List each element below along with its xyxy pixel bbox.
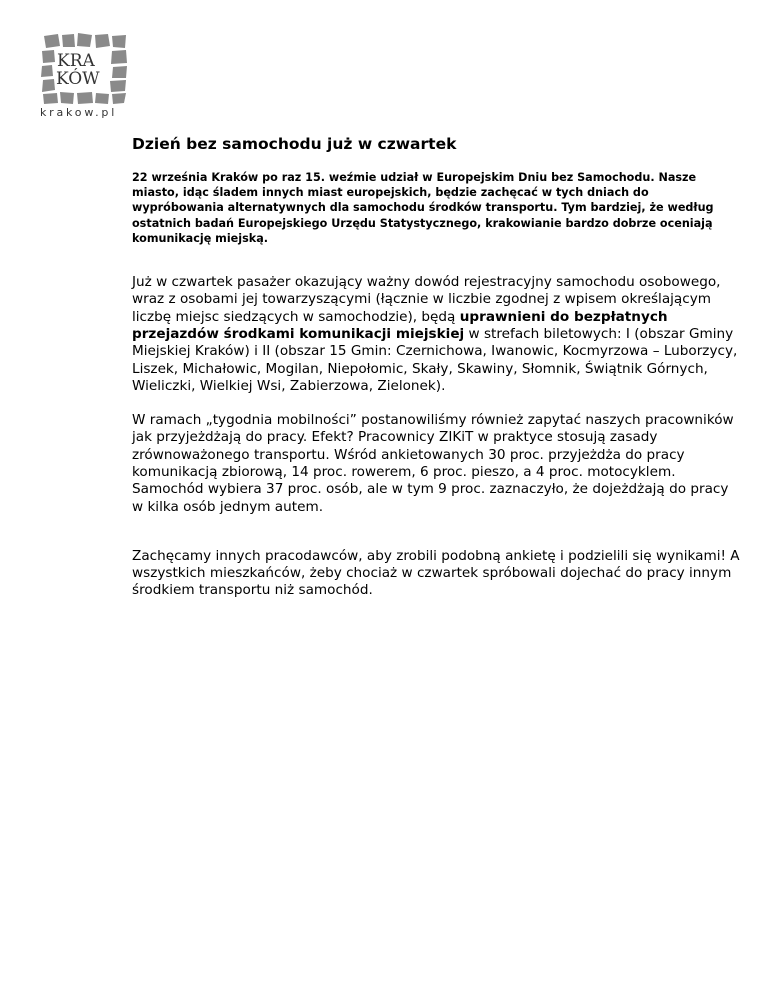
paragraph-1-end: w strefach biletowych: I (obszar Gminy Miejskiej Kraków) i II (obszar 15 Gmin: Czernichowa, Iwanowic, Kocmyrzowa – Luborzycy, Liszek, Michałowic, Mogilan, Niepołomic, Skały, Skawiny, Słomnik, Świątnik Górnych, Wieliczki, Wielkiej Wsi, Zabierzowa, Zielonek). [132,325,738,394]
paragraph-1-start: Już w czwartek pasażer okazujący ważny dowód rejestracyjny samochodu osobowego, wraz z osobami jej towarzyszącymi (łącznie w liczbie zgodnej z wpisem określającym liczbę miejsc siedzących w samochodzie), będą [132,274,721,325]
krakow-logo [40,32,136,122]
logo-caption: krakow.pl [40,106,118,119]
paragraph-1-bold: uprawnieni do bezpłatnych przejazdów środkami komunikacji miejskiej [132,308,668,342]
article-lead: 22 września Kraków po raz 15. weźmie udział w Europejskim Dniu bez Samochodu. Nasze miasto, idąc śladem innych miast europejskich, będzie zachęcać w tych dniach do wypróbowania alternatywnych dla samochodu środków transportu. Tym bardziej, że według ostatnich badań Europejskiego Urzędu Statystycznego, krakowianie bardzo dobrze oceniają komunikację miejską. [132,171,714,245]
logo-text-top: KRA [57,51,95,71]
article-title: Dzień bez samochodu już w czwartek [132,135,457,153]
krakow-logo-mosaic-icon [40,32,130,104]
logo-text-bottom: KÓW [56,69,100,89]
article [132,133,742,617]
paragraph-1 [132,274,740,395]
paragraph-3: Zachęcamy innych pracodawców, aby zrobili podobną ankietę i podzielili się wynikami! A wszystkich mieszkańców, żeby chociaż w czwartek spróbowali dojechać do pracy innym środkiem transportu niż samochód. [132,547,740,599]
paragraph-2: W ramach „tygodnia mobilności” postanowiliśmy również zapytać naszych pracowników jak przyjeżdżają do pracy. Efekt? Pracownicy ZIKiT w praktyce stosują zasady zrównoważonego transportu. Wśród ankietowanych 30 proc. przyjeżdża do pracy komunikacją zbiorową, 14 proc. rowerem, 6 proc. pieszo, a 4 proc. motocyklem. Samochód wybiera 37 proc. osób, ale w tym 9 proc. zaznaczyło, że dojeżdżają do pracy w kilka osób jednym autem. [132,412,734,515]
